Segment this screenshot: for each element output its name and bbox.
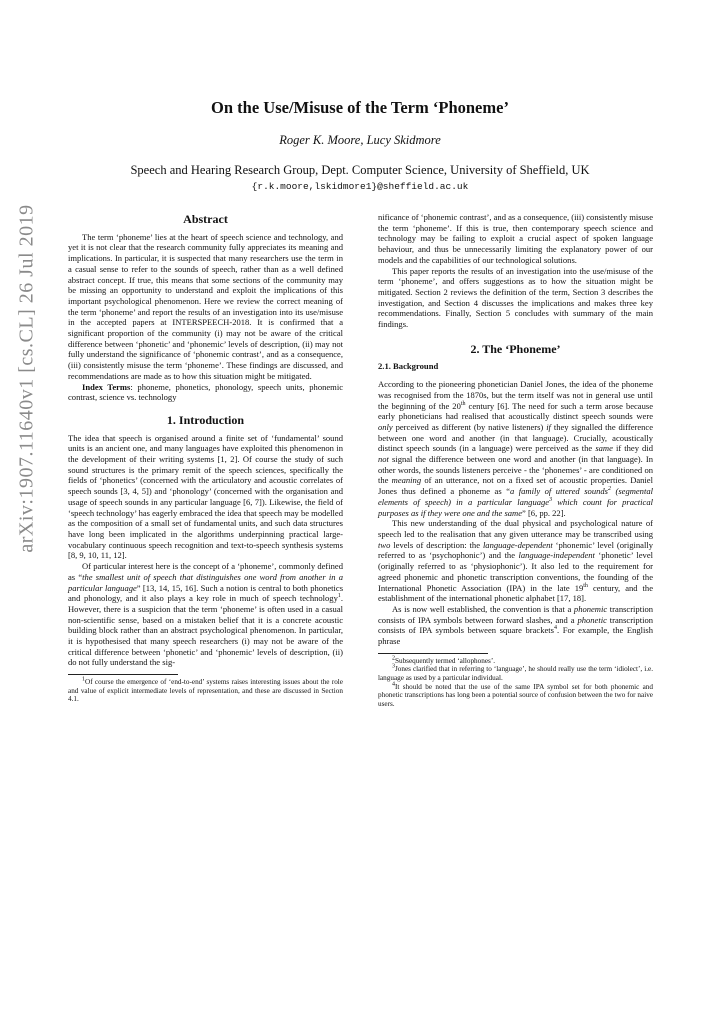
footnote-2: $^2$Subsequently termed ‘allophones’. [392, 655, 496, 665]
intro-paragraph-2: Of particular interest here is the concept of a ‘phoneme’, commonly defined as “the smallest unit of speech that distinguishes one word from another in a particular language” [13, 14, 15, 16]. Such a notion is central to both phonetics and phonology, and it also plays a key role in much of speech technology$^1$. However, there is a suspicion that the term ‘phoneme’ is often used in a casual non-scientific sense, based on a mistaken belief that it is a concrete acoustic building block rather than an abstract psychological phenomenon. In particular, it is hypothesised that many speech researchers (i) may not be aware of the critical difference between ‘phonetic’ and ‘phonemic’ levels of description, (ii) do not fully understand the sig- [68, 561, 344, 668]
index-terms [68, 382, 343, 403]
author-emails: {r.k.moore,lskidmore1}@sheffield.ac.uk [251, 181, 469, 192]
section-2-heading: 2. The ‘Phoneme’ [470, 341, 561, 356]
paper-authors: Roger K. Moore, Lucy Skidmore [279, 133, 441, 147]
left-column [68, 214, 343, 704]
footnote-divider [68, 674, 178, 675]
jones-definition-quote: a family of uttered sounds$^2$ (segmental elements of speech) in a particular language$^3$ which count for practical purposes as if they were one and the same [378, 486, 653, 518]
footnote-divider [378, 653, 488, 654]
right-column [378, 212, 653, 708]
footnote-ref-2[interactable]: 2 [607, 486, 611, 493]
abstract-heading: Abstract [183, 212, 228, 226]
footnote-ref-4[interactable]: 4 [553, 625, 557, 632]
footnote-4: $^4$It should be noted that the use of the same IPA symbol set for both phonemic and phonetic transcriptions has long been a potential source of confusion between the two for naive users. [378, 681, 653, 708]
paper-affiliation: Speech and Hearing Research Group, Dept. Computer Science, University of Sheffield, UK [130, 163, 590, 177]
section-1-heading: 1. Introduction [166, 412, 245, 427]
footnote-ref-1[interactable]: 1 [337, 593, 341, 600]
intro-paragraph-3: nificance of ‘phonemic contrast’, and as a consequence, (iii) consistently misuse the term ‘phoneme’. If this is true, then contemporary speech science and technology may be failing to exploit a crucial aspect of spoken language behaviour, and thus be unnecessarily limiting the explanatory power of our models and the capabilities of our technological solutions. [378, 212, 653, 265]
footnote-3: $^3$Jones clarified that in referring to ‘language’, he should really use the term ‘idiolect’, i.e. language as used by a particular individual. [378, 663, 653, 682]
footnote-ref-3[interactable]: 3 [549, 497, 553, 504]
arxiv-identifier[interactable]: arXiv:1907.11640v1 [cs.CL] 26 Jul 2019 [15, 203, 38, 553]
paper-title: On the Use/Misuse of the Term ‘Phoneme’ [211, 98, 509, 117]
background-paragraph-1: According to the pioneering phonetician Daniel Jones, the idea of the phoneme was recognised from the 1870s, but the term itself was not in general use until the beginning of the 20th century [6]. The need for such a term arose because early phoneticians had realised that acoustically distinct speech sounds were only perceived as different (by native listeners) if they signalled the difference between one word and another (in that language). Crucially, acoustically distinct speech sounds (in a language) were perceived as the same if they did not signal the difference between one word and another (in that language). In other words, the sounds listeners perceive - the ‘phonemes’ - are conditioned on the meaning of an utterance, not on a fixed set of acoustic properties. Daniel Jones thus defined a phoneme as “a family of uttered sounds$^2$ (segmental elements of speech) in a particular language$^3$ which count for practical purposes as if they were one and the same” [6, pp. 22]. [378, 379, 654, 518]
background-paragraph-2: This new understanding of the dual physical and psychological nature of speech led to the realisation that any given utterance may be transcribed using two levels of description: the language-dependent ‘phonemic’ level (originally referred to as ‘psychophonic’) and the language-independent ‘phonetic’ level (originally referred to as ‘physiophonic’). It also led to the requirement for agreed phonemic and phonetic transcription conventions, the founding of the International Phonetic Association (IPA) in the late 19th century, and the establishment of the international phonetic alphabet [17, 18]. [378, 518, 653, 604]
footnote-1: $^1$Of course the emergence of ‘end-to-end’ systems raises interesting issues about the role and value of explicit intermediate levels of representation, and these are discussed in Section 4.1. [68, 676, 343, 704]
intro-paragraph-1: The idea that speech is organised around a finite set of ‘fundamental’ sound units is an ancient one, and many languages have exploited this phenomenon in the development of their writing systems [1, 2]. Of course the study of such sound structures is the primary remit of the speech sciences, specifically the fields of ‘phonetics’ (concerned with the articulatory and acoustic correlates of speech sounds [3, 4, 5]) and ‘phonology’ (concerned with the organisation and usage of speech sounds in any particular language [6, 7]). Likewise, the field of ‘speech technology’ has eagerly embraced the idea that speech may be modelled as the composition of a small set of fundamental units, and such data structures have long been implicated in the algorithms underpinning practical large-vocabulary continuous speech recognition and text-to-speech synthesis systems [8, 9, 10, 11, 12]. [68, 432, 343, 561]
index-terms-text: : phoneme, phonetics, phonology, speech units, phonemic contrast, science vs. technology [68, 381, 343, 403]
background-paragraph-3: As is now well established, the convention is that a phonemic transcription consists of IPA symbols between forward slashes, and a phonetic transcription consists of IPA symbols between square brackets$^4$. For example, the English phrase [378, 603, 653, 647]
index-terms-label: Index Terms [82, 381, 131, 392]
intro-paragraph-4: This paper reports the results of an investigation into the use/misuse of the term ‘phoneme’, and offers suggestions as to how the situation might be mitigated. Section 2 reviews the definition of the term, Section 3 describes the investigation, and Section 4 discusses the implications and makes three key recommendations. Finally, Section 5 concludes with summary of the main findings. [378, 265, 653, 330]
abstract-text: The term ‘phoneme’ lies at the heart of speech science and technology, and yet it is not clear that the research community fully appreciates its meaning and implications. In particular, it is suspected that many researchers use the term in a casual sense to refer to the sounds of speech, rather than as a well defined abstract concept. If true, this means that some sections of the community may be missing an opportunity to understand and exploit the implications of this important psychological phenomenon. Here we review the correct meaning of the term ‘phoneme’ and report the results of an investigation into its use/misuse in the accepted papers at INTERSPEECH-2018. It is confirmed that a significant proportion of the community (i) may not be aware of the critical difference between ‘phonetic’ and ‘phonemic’ levels of description, (ii) may not fully understand the significance of ‘phonemic contrast’, and as a consequence, (iii) consistently misuse the term ‘phoneme’. These findings are discussed, and recommendations are made as to how this situation might be mitigated. [68, 231, 343, 381]
phoneme-definition-quote: the smallest unit of speech that distinguishes one word from another in a particular language [68, 571, 343, 593]
subsection-2-1-heading: 2.1. Background [378, 361, 439, 372]
